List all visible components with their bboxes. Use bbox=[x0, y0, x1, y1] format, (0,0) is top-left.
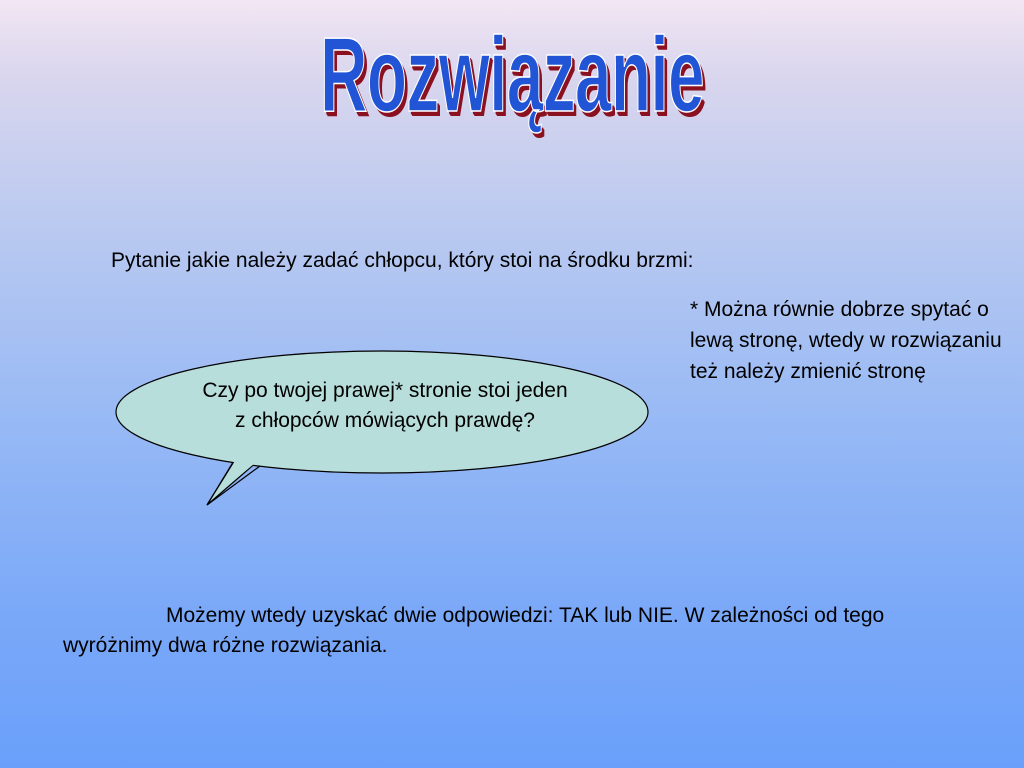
question-intro-text: Pytanie jakie należy zadać chłopcu, który stoi na środku brzmi: bbox=[111, 249, 694, 272]
slide-title: Rozwiązanie bbox=[320, 16, 704, 134]
speech-bubble-text: Czy po twojej prawej* stronie stoi jeden z chłopców mówiących prawdę? bbox=[202, 379, 568, 432]
conclusion-text: Możemy wtedy uzyskać dwie odpowiedzi: TAK lub NIE. W zależności od tego wyróżnimy dwa różne rozwiązania. bbox=[63, 604, 885, 657]
side-note-text: * Można równie dobrze spytać o lewą stronę, wtedy w rozwiązaniu też należy zmienić stronę bbox=[690, 298, 1002, 383]
